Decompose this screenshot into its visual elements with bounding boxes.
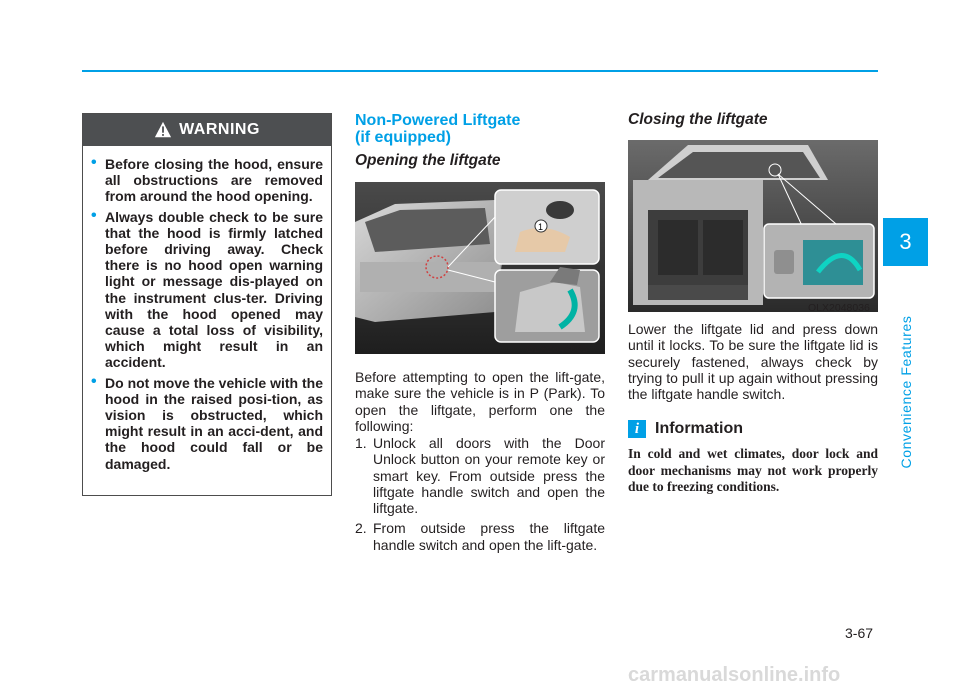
warning-title: WARNING [179,121,260,138]
information-header [628,420,743,438]
opening-steps [355,435,605,557]
warning-item: • Always double check to be sure that the hood is firmly latched before driving away. Check there is no hood open warning light or message dis-played on the instrument clus-ter. Driving with the hood opened may cause a total loss of visibility, which might result in an accident. [91,206,323,371]
page-number: 3-67 [845,625,874,641]
liftgate-closing-illustration [628,140,878,312]
closing-liftgate-image [628,140,878,312]
warning-box [82,113,332,496]
chapter-name: Convenience Features [898,315,914,469]
warning-triangle-icon [154,121,172,139]
bullet-icon: • [91,206,97,224]
header-rule [82,70,878,72]
step-item: 2. From outside press the liftgate handle switch and open the lift-gate. [355,520,605,553]
warning-item: • Before closing the hood, ensure all obstructions are removed from around the hood opening. [91,154,323,205]
opening-liftgate-image [355,182,605,354]
information-icon: i [628,420,646,438]
opening-intro: Before attempting to open the lift-gate, make sure the vehicle is in P (Park). To open the liftgate, perform one the following: [355,369,605,434]
bullet-icon: • [91,154,97,171]
closing-subtitle: Closing the liftgate [628,111,768,128]
chapter-tab: 3 [883,218,928,266]
liftgate-illustration [355,182,605,354]
closing-image-code: OLX2048036 [808,302,870,314]
warning-header [83,114,331,146]
opening-subtitle: Opening the liftgate [355,152,501,169]
warning-item: • Do not move the vehicle with the hood in the raised posi-tion, as vision is obstructed, which might result in an acci-dent, and the hood could fall or be damaged. [91,372,323,472]
opening-image-code: OLX2048035 [526,343,588,355]
watermark: carmanualsonline.info [628,664,841,686]
information-text: In cold and wet climates, door lock and door mechanisms may not work properly due to freezing conditions. [628,446,878,494]
information-title: Information [655,420,743,437]
section-title: Non-Powered Liftgate (if equipped) [355,112,521,146]
closing-text: Lower the liftgate lid and press down until it locks. To be sure the liftgate lid is securely fastened, always check by trying to pull it up again without pressing the liftgate handle switch. [628,321,878,403]
bullet-icon: • [91,372,97,390]
warning-list [83,146,331,472]
step-item: 1. Unlock all doors with the Door Unlock button on your remote key or smart key. From outside press the liftgate handle switch and open the liftgate. [355,435,605,517]
callout-number: 1 [538,222,544,232]
